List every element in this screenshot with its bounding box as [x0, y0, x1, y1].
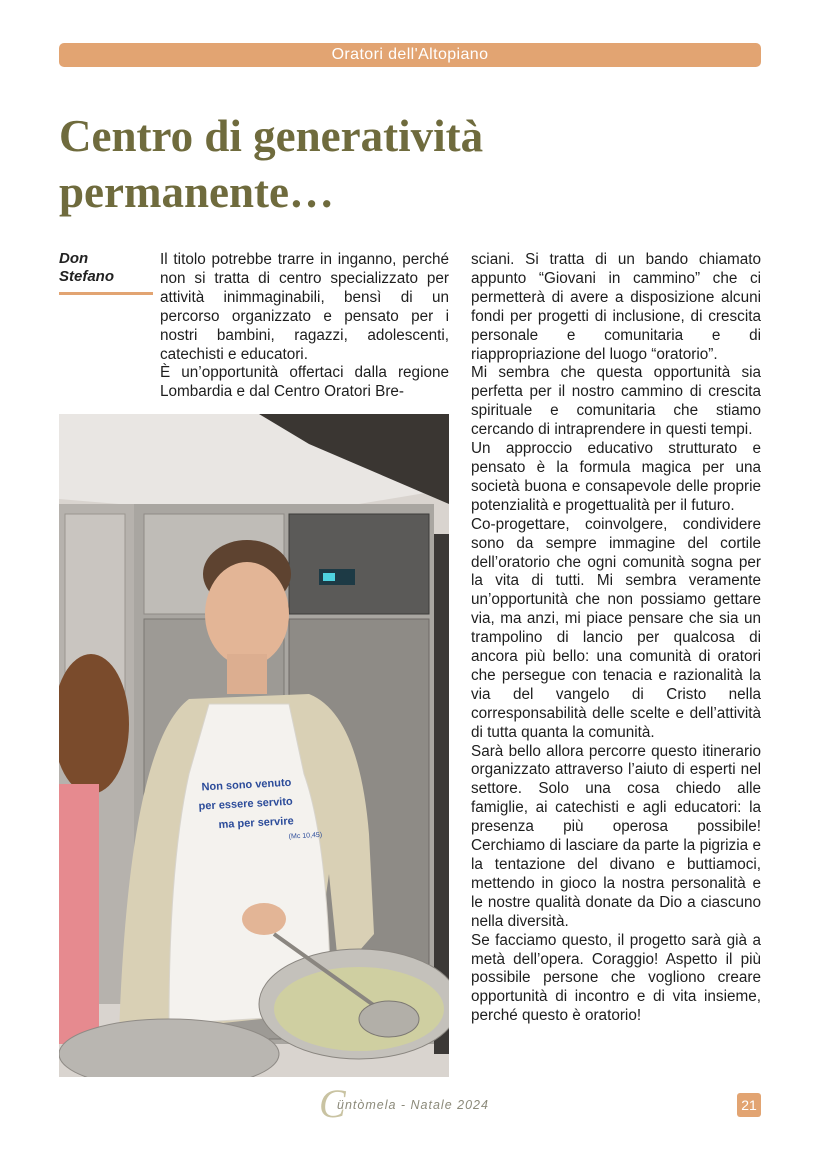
paragraph: Il titolo potrebbe trarre in inganno, perché non si tratta di centro specializzato per attività inimmaginabili, bensì di un percorso organizzato e pensato per i nostri bambini, ragazzi, adolescenti, catechisti e educatori.	[160, 251, 449, 363]
author-divider	[59, 292, 153, 295]
apron-text-line2: per essere servito	[198, 795, 294, 813]
publication-name: üntòmela - Natale 2024	[337, 1098, 489, 1112]
page-number: 21	[737, 1093, 761, 1117]
paragraph: Co-progettare, coinvolgere, condividere sono da sempre immagine del cortile dell’oratorio che ogni comunità sogna per la vita di tutti. Mi sembra veramente un’opportunità che non possiamo gettare via, ma anzi, mi piace pensare che sia un trampolino di lancio per qualcosa di ancora più bello: una comunità di oratori che persegue con tenacia e razionalità la via del vangelo di Cristo nella corresponsabilità delle scelte e dell’attività di tutta quanta la comunità.	[471, 515, 761, 741]
author-line1: Don	[59, 250, 89, 267]
kitchen-photo-illustration	[59, 414, 449, 1077]
paragraph: Un approccio educativo strutturato e pensato è la formula magica per una società buona e consapevole delle proprie potenzialità e progettualità per il futuro.	[471, 440, 761, 514]
article-title	[59, 108, 619, 220]
author-byline	[59, 250, 153, 286]
section-header-bar	[59, 43, 761, 67]
article-title-line1: Centro di generatività	[59, 111, 484, 161]
apron-text-line1: Non sono venuto	[201, 776, 292, 794]
paragraph: Mi sembra che questa opportunità sia perfetta per il nostro cammino di crescita spirituale e comunitaria che stiamo cercando di intraprendere in questi tempi.	[471, 364, 761, 439]
paragraph: È un’opportunità offertaci dalla regione Lombardia e dal Centro Oratori Bre-	[160, 364, 449, 401]
apron-text-reference: (Mc 10,45)	[288, 831, 323, 841]
paragraph: Se facciamo questo, il progetto sarà già a metà dell’opera. Coraggio! Aspetto il più possibile persone che vogliono creare opportunità di incontro e di vita insieme, perché questo è oratorio!	[471, 931, 761, 1025]
author-line2: Stefano	[59, 268, 115, 285]
apron-text-line3: ma per servire	[218, 815, 295, 832]
article-photo	[59, 414, 449, 1077]
article-title-line2: permanente…	[59, 167, 334, 217]
article-column-right	[471, 251, 761, 1026]
article-column-left	[160, 251, 449, 402]
page-footer	[0, 1081, 819, 1126]
paragraph: Sarà bello allora percorre questo itinerario organizzato attraverso l’aiuto di esperti nel settore. Solo una cosa chiedo alle famiglie, ai catechisti e agli educatori: la presenza più operosa possibile! Cerchiamo di lasciare da parte la pigrizia e la tentazione del divano e buttiamoci, mettendo in gioco la nostra personalità e le nostre qualità donate da Dio a ciascuno nella diversità.	[471, 742, 761, 930]
publication-logo-letter: C	[319, 1081, 346, 1126]
paragraph: sciani. Si tratta di un bando chiamato appunto “Giovani in cammino” che ci permetterà di avere a disposizione alcuni fondi per progetti di inclusione, di crescita personale e comunitaria e di riappropriazione del luogo “oratorio”.	[471, 251, 761, 363]
section-title: Oratori dell'Altopiano	[331, 46, 489, 63]
